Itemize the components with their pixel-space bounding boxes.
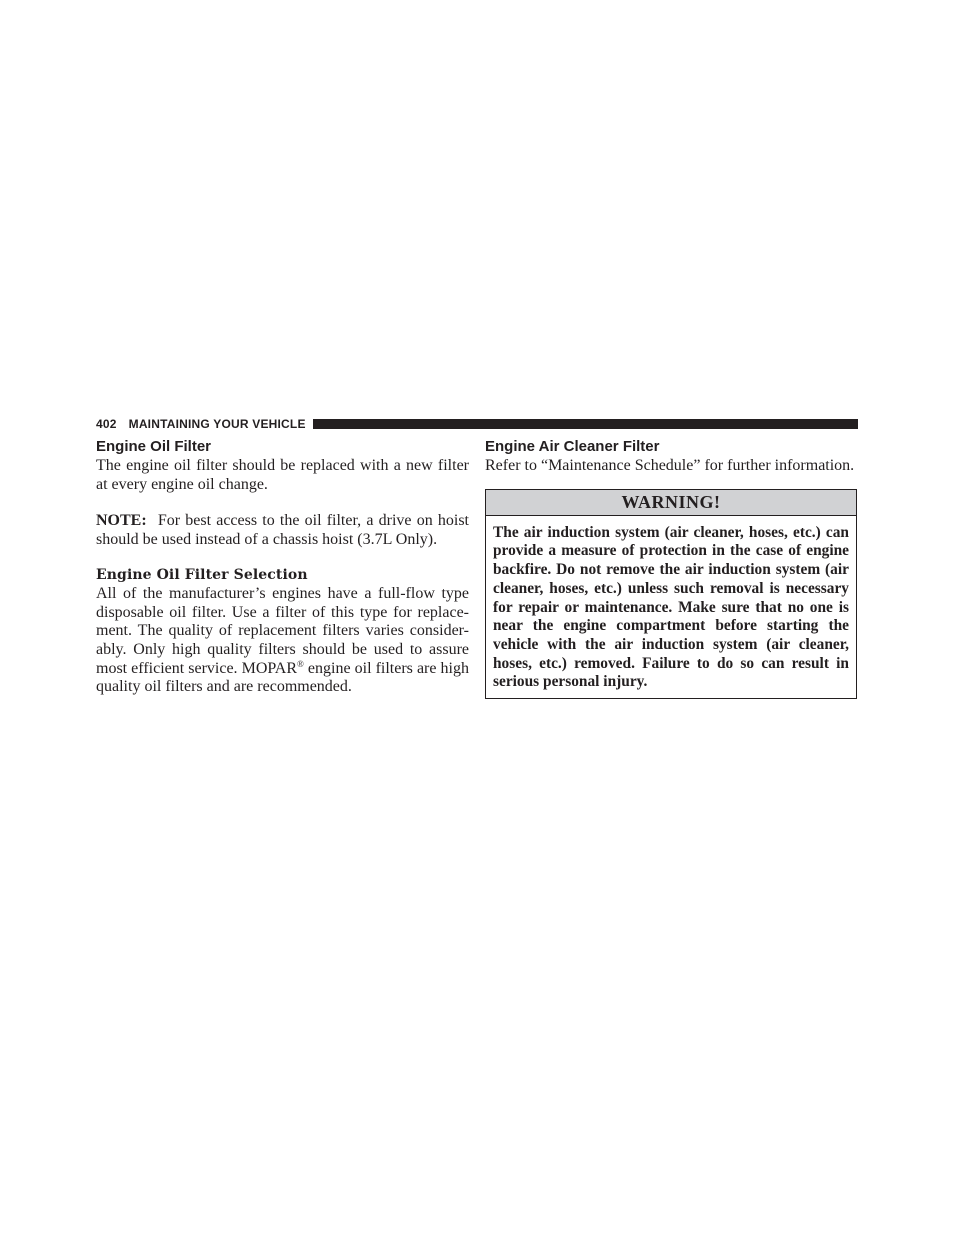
right-column bbox=[485, 437, 858, 699]
heading-engine-oil-filter: Engine Oil Filter bbox=[96, 438, 212, 455]
oil-filter-paragraph: The engine oil filter should be replaced with a new filter at every engine oil change. bbox=[96, 457, 469, 493]
warning-box bbox=[485, 489, 857, 699]
registered-mark: ® bbox=[297, 658, 304, 669]
warning-title: WARNING! bbox=[486, 490, 856, 516]
heading-oil-filter-selection: Engine Oil Filter Selection bbox=[96, 566, 308, 583]
heading-engine-air-cleaner-filter: Engine Air Cleaner Filter bbox=[485, 438, 660, 455]
note-label: NOTE: bbox=[96, 512, 147, 530]
page-number: 402 bbox=[96, 417, 117, 431]
note-paragraph bbox=[96, 512, 469, 549]
header-rule bbox=[313, 419, 858, 429]
selection-paragraph bbox=[96, 585, 469, 697]
selection-text-a: All of the manufacturer’s engines have a full-flow type disposable oil filter. Use a filter of this type for replace- ment. The quality of replacement filters varies consider- ably. Only high quality filters should be used to assure most efficient service. MOPAR bbox=[96, 584, 469, 677]
air-cleaner-paragraph: Refer to “Maintenance Schedule” for further information. bbox=[485, 457, 855, 474]
section-title: MAINTAINING YOUR VEHICLE bbox=[128, 417, 306, 431]
left-column bbox=[96, 437, 469, 697]
warning-text: The air induction system (air cleaner, hoses, etc.) can provide a measure of protection in the case of engine backfire. Do not remove the air induction system (air cleaner, hoses, etc.) unless such removal is necessary for repair or maintenance. Make sure that no one is near the engine compartment before starting the vehicle with the air induction system (air cleaner, hoses, etc.) removed. Failure to do so can result in serious personal injury. bbox=[493, 523, 849, 691]
note-text: For best access to the oil filter, a drive on hoist should be used instead of a chassis hoist (3.7L Only). bbox=[96, 512, 469, 549]
page-header bbox=[96, 416, 858, 432]
selection-text-b: engine oil filters are high quality oil filters and are recommended. bbox=[96, 659, 469, 696]
